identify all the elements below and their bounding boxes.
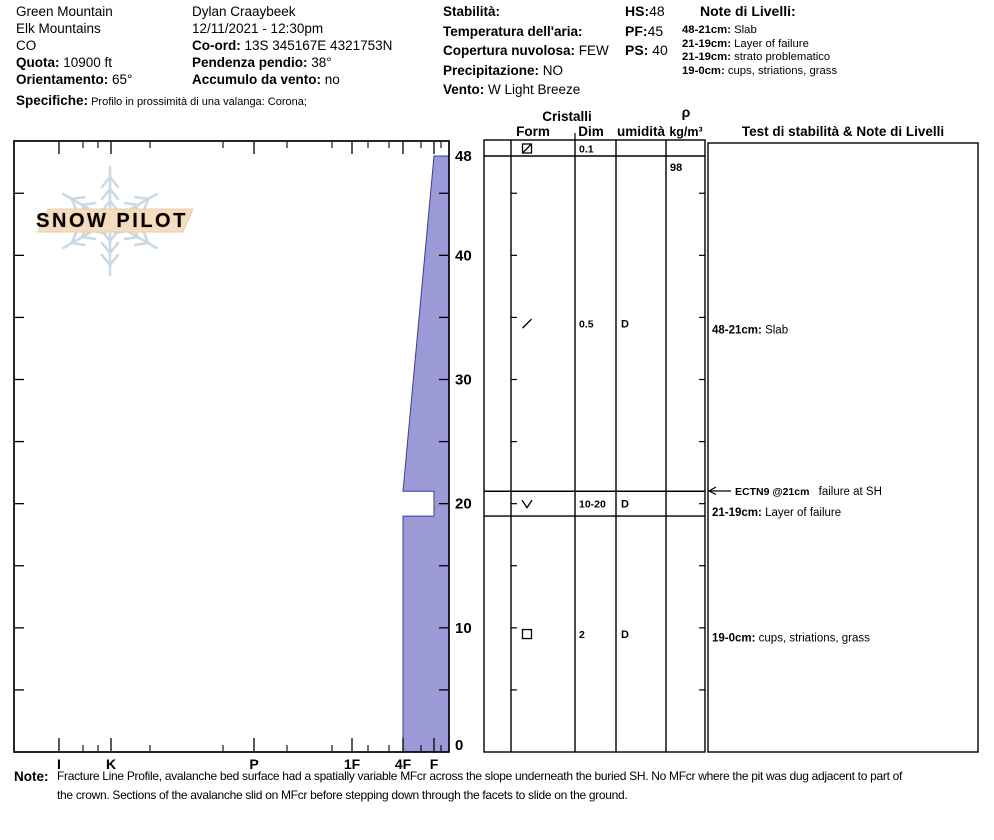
hs-label: HS: <box>625 3 650 19</box>
coords-value: 13S 345167E 4321753N <box>240 38 393 53</box>
aspect-label: Orientamento: <box>16 72 109 87</box>
depth-axis-label: 48 <box>455 148 472 165</box>
grain-size-value: 0.5 <box>579 318 594 331</box>
cristalli-header: Cristalli <box>542 109 592 124</box>
coords-label: Co-ord: <box>192 38 241 53</box>
layer-note-range: 21-19cm: <box>682 51 731 63</box>
hardness-axis-label: 1F <box>343 756 361 772</box>
layer-note-text: Slab <box>730 24 757 36</box>
depth-axis-label: 10 <box>455 619 472 637</box>
layer-note-text: Layer of failure <box>730 37 809 50</box>
stability-label: Stabilità: <box>443 4 501 19</box>
grain-form-square-icon <box>523 630 532 639</box>
hardness-axis-label: 4F <box>394 756 412 772</box>
snowflake-arm <box>102 227 118 275</box>
grain-size-value: 0.1 <box>579 143 594 156</box>
depth-axis-label: 30 <box>455 371 472 389</box>
layer-note-annotation: 21-19cm: Layer of failure <box>712 507 842 520</box>
grain-form-vee-icon <box>522 500 532 508</box>
density-unit-header: kg/m³ <box>669 125 703 139</box>
aspect-value: 65° <box>108 72 133 87</box>
grain-size-value: 2 <box>579 629 585 642</box>
moisture-value: D <box>621 498 629 511</box>
wind-value: W Light Breeze <box>484 82 581 97</box>
tests-column-header: Test di stabilità & Note di Livelli <box>741 124 945 139</box>
pf-value: 45 <box>647 22 664 39</box>
dim-header: Dim <box>578 124 604 139</box>
specifics-value: Profilo in prossimità di una valanga: Corona; <box>88 96 307 108</box>
depth-axis-label: 40 <box>455 247 472 265</box>
site-state: CO <box>16 38 37 53</box>
wind-loading-value: no <box>321 72 340 87</box>
hardness-axis-label: I <box>57 756 61 772</box>
layer-note-annotation: 19-0cm: cups, striations, grass <box>712 632 870 645</box>
elevation-value: 10900 ft <box>59 55 113 70</box>
ps-label: PS: <box>625 42 649 58</box>
pf-label: PF: <box>625 22 648 39</box>
moisture-value: D <box>621 629 629 642</box>
wind-label: Vento: <box>443 82 485 97</box>
form-header: Form <box>516 124 550 139</box>
sky-cover-label: Copertura nuvolosa: <box>443 43 576 58</box>
footer-note-line1: Fracture Line Profile, avalanche bed surface had a spatially variable MFcr across the slope underneath the buried SH. No MFcr where the pit was dug adjacent to part of <box>57 769 903 783</box>
precipitation-label: Precipitazione: <box>443 62 540 78</box>
plot-border <box>14 141 449 752</box>
snowflake-arm <box>102 167 118 215</box>
air-temp-label: Temperatura dell'aria: <box>443 23 583 39</box>
layer-note-text: cups, striations, grass <box>724 64 838 77</box>
grain-size-value: 10-20 <box>579 498 606 511</box>
sky-cover-value: FEW <box>575 43 609 58</box>
moisture-value: D <box>621 318 629 331</box>
observer-name: Dylan Craaybeek <box>192 4 296 19</box>
pit-datetime: 12/11/2021 - 12:30pm <box>192 21 324 36</box>
footer-note-line2: the crown. Sections of the avalanche slid on MFcr before stepping down through the facets to slide on the ground. <box>57 788 628 802</box>
layer-note-range: 48-21cm: <box>682 24 731 36</box>
slope-label: Pendenza pendio: <box>192 55 308 70</box>
grain-form-slashed-square-icon <box>523 144 532 153</box>
depth-axis-label: 0 <box>455 737 464 754</box>
wind-loading-label: Accumulo da vento: <box>192 72 322 87</box>
tests-notes-border <box>708 143 978 752</box>
watermark-text: SNOW PILOT <box>36 210 188 232</box>
precipitation-value: NO <box>539 62 564 78</box>
footer-note-label: Note: <box>14 769 49 784</box>
site-name: Green Mountain <box>16 4 113 19</box>
layer-note-annotation: 48-21cm: Slab <box>712 324 789 337</box>
hardness-axis-label: P <box>249 756 259 772</box>
layer-notes-title: Note di Livelli: <box>700 3 796 19</box>
hardness-axis-label: K <box>105 756 117 772</box>
grain-form-slash-icon <box>523 319 532 328</box>
crystal-table-border <box>484 140 705 752</box>
slope-value: 38° <box>307 55 332 70</box>
density-value: 98 <box>670 162 683 174</box>
elevation-label: Quota: <box>16 55 60 70</box>
site-range: Elk Mountains <box>16 21 101 36</box>
layer-note-range: 21-19cm: <box>682 37 731 50</box>
humidity-header: umidità <box>616 124 666 139</box>
layer-note-text: strato problematico <box>730 51 831 63</box>
ps-value: 40 <box>648 42 668 58</box>
hs-value: 48 <box>649 3 665 19</box>
specifics-label: Specifiche: <box>16 93 89 108</box>
layer-note-range: 19-0cm: <box>682 64 725 77</box>
hardness-axis-label: F <box>429 756 439 772</box>
depth-axis-label: 20 <box>455 495 472 513</box>
stability-test-result: ECTN9 @21cm failure at SH <box>735 485 882 498</box>
density-symbol-header: ρ <box>681 104 691 120</box>
hardness-profile-bar <box>403 156 449 752</box>
